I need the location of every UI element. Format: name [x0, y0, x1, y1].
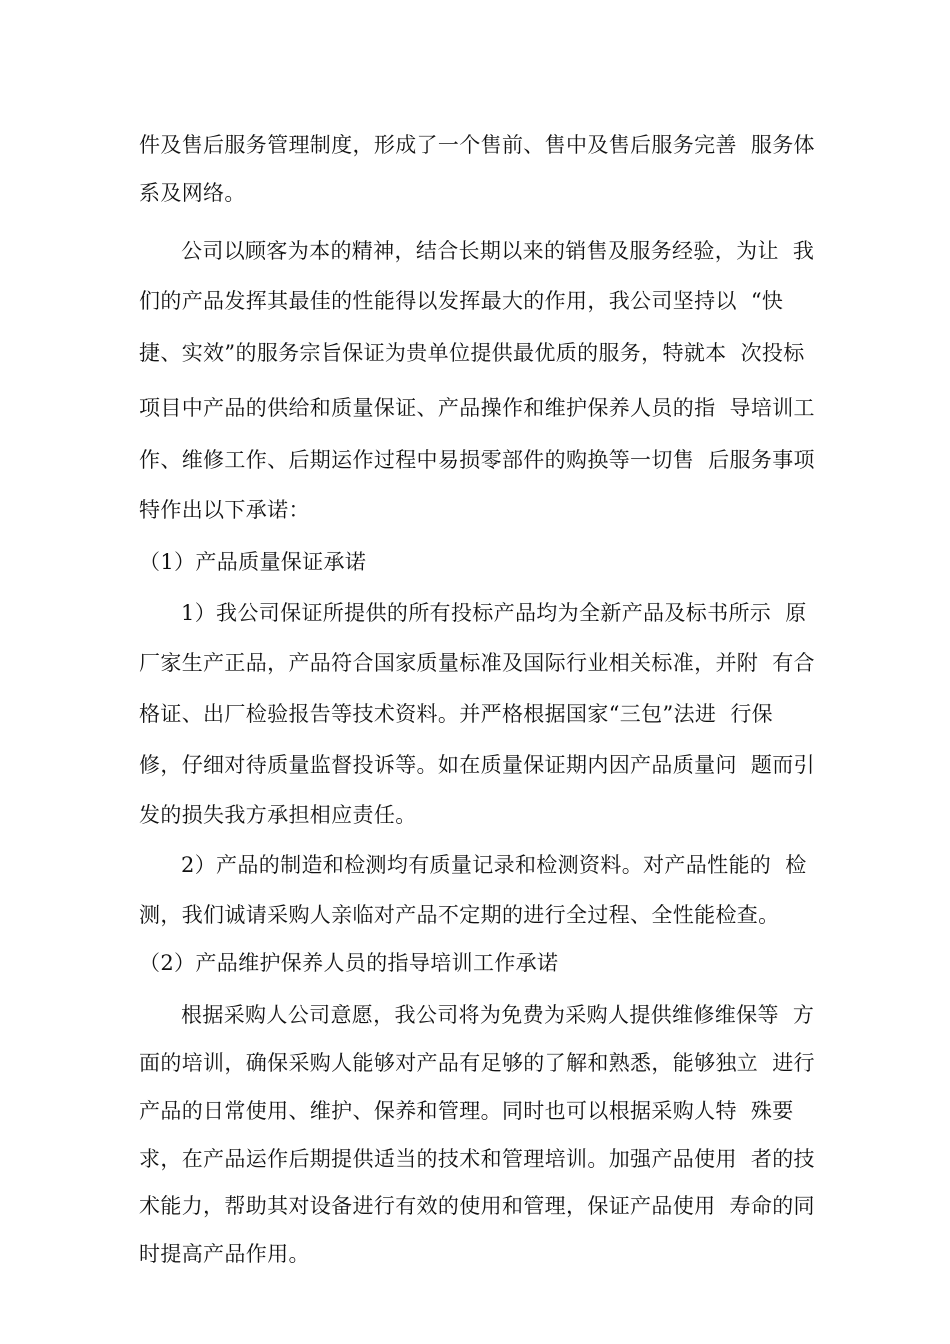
section-heading-training: （2）产品维护保养人员的指导培训工作承诺 [139, 951, 559, 975]
paragraph-2-line-6: 特作出以下承诺： [139, 498, 310, 522]
paragraph-3-line-3: 格证、出厂检验报告等技术资料。并严格根据国家“三包”法进 行保 [139, 702, 774, 726]
paragraph-4-line-2: 测，我们诚请采购人亲临对产品不定期的进行全过程、全性能检查。 [139, 903, 780, 927]
paragraph-2-line-3: 捷、实效”的服务宗旨保证为贵单位提供最优质的服务，特就本 次投标 [139, 341, 805, 365]
paragraph-1-line-2: 系及网络。 [139, 181, 246, 205]
paragraph-2-line-5: 作、维修工作、后期运作过程中易损零部件的购换等一切售 后服务事项 [139, 448, 815, 472]
paragraph-3-line-5: 发的损失我方承担相应责任。 [139, 803, 417, 827]
paragraph-5-line-2: 面的培训，确保采购人能够对产品有足够的了解和熟悉，能够独立 进行 [139, 1051, 815, 1075]
paragraph-2-line-4: 项目中产品的供给和质量保证、产品操作和维护保养人员的指 导培训工 [139, 396, 815, 420]
paragraph-5-line-5: 术能力，帮助其对设备进行有效的使用和管理，保证产品使用 寿命的同 [139, 1194, 815, 1218]
paragraph-5-line-4: 求，在产品运作后期提供适当的技术和管理培训。加强产品使用 者的技 [139, 1147, 815, 1171]
paragraph-3-line-4: 修，仔细对待质量监督投诉等。如在质量保证期内因产品质量问 题而引 [139, 753, 815, 777]
paragraph-2-line-1: 公司以顾客为本的精神，结合长期以来的销售及服务经验，为让 我 [181, 239, 815, 263]
paragraph-5-line-3: 产品的日常使用、维护、保养和管理。同时也可以根据采购人特 殊要 [139, 1099, 794, 1123]
paragraph-1-line-1: 件及售后服务管理制度，形成了一个售前、售中及售后服务完善 服务体 [139, 133, 815, 157]
paragraph-5-line-1: 根据采购人公司意愿，我公司将为免费为采购人提供维修维保等 方 [181, 1003, 815, 1027]
section-heading-quality: （1）产品质量保证承诺 [139, 550, 367, 574]
paragraph-2-line-2: 们的产品发挥其最佳的性能得以发挥最大的作用，我公司坚持以 “快 [139, 289, 784, 313]
paragraph-5-line-6: 时提高产品作用。 [139, 1242, 310, 1266]
paragraph-3-line-1: 1）我公司保证所提供的所有投标产品均为全新产品及标书所示 原 [181, 601, 807, 625]
paragraph-3-line-2: 厂家生产正品，产品符合国家质量标准及国际行业相关标准，并附 有合 [139, 651, 815, 675]
paragraph-4-line-1: 2）产品的制造和检测均有质量记录和检测资料。对产品性能的 检 [181, 853, 807, 877]
